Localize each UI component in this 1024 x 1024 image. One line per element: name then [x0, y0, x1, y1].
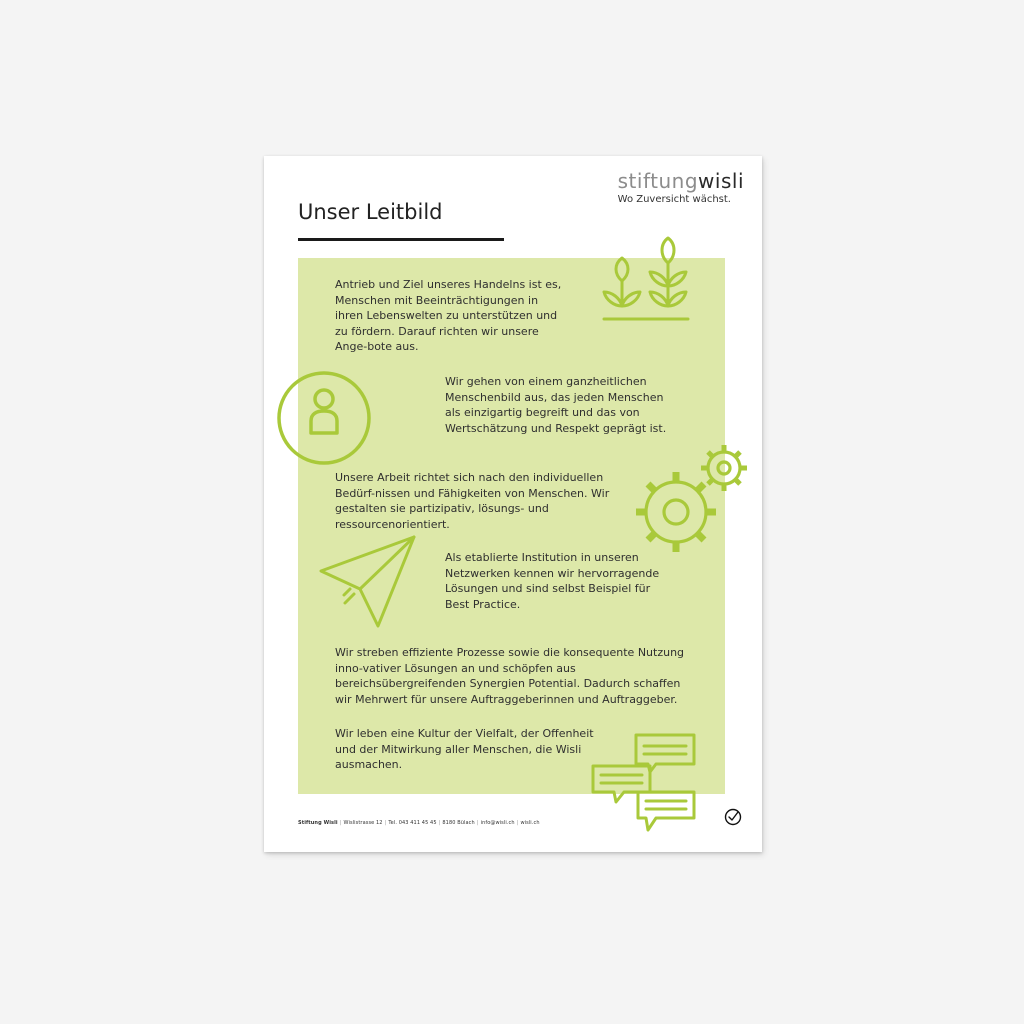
paragraph-3: Unsere Arbeit richtet sich nach den individuellen Bedürf-nissen und Fähigkeiten von Menschen. Wir gestalten sie partizipativ, lösungs- und ressourcenorientiert. — [335, 471, 610, 531]
plants-icon — [602, 236, 690, 322]
paragraph-4: Als etablierte Institution in unseren Netzwerken kennen wir hervorragende Lösungen und sind selbst Beispiel für Best Practice. — [445, 551, 660, 611]
paragraph-6: Wir leben eine Kultur der Vielfalt, der Offenheit und der Mitwirkung aller Menschen, die Wisli ausmachen. — [335, 727, 594, 771]
paper-plane-icon — [318, 534, 418, 630]
document-page — [264, 156, 762, 852]
title-underline — [298, 238, 504, 241]
brand-name-light: stiftung — [617, 169, 699, 193]
footer-phone: Tel. 043 411 45 45 — [388, 820, 437, 826]
certification-badge-icon — [724, 808, 742, 830]
paragraph-2: Wir gehen von einem ganzheitlichen Menschenbild aus, das jeden Menschen als einzigartig begreift und das von Wertschätzung und Respekt geprägt ist. — [445, 375, 667, 435]
footer-email[interactable]: info@wisli.ch — [480, 820, 515, 826]
footer-city: 8180 Bülach — [442, 820, 475, 826]
person-icon — [276, 370, 372, 466]
page-title: Unser Leitbild — [298, 200, 443, 224]
footer-org: Stiftung Wisli — [298, 820, 338, 826]
brand-name-bold: wisli — [698, 169, 744, 193]
gears-icon — [634, 438, 752, 558]
paragraph-1: Antrieb und Ziel unseres Handelns ist es, Menschen mit Beeinträchtigungen in ihren Lebenswelten zu unterstützen und zu fördern. Darauf richten wir unsere Ange-bote aus. — [335, 278, 562, 353]
chat-bubbles-icon — [590, 732, 700, 834]
footer: Stiftung Wisli | Wislistrasse 12 | Tel. 043 411 45 45 | 8180 Bülach | info@wisli.ch | wisli.ch — [298, 820, 540, 826]
footer-address: Wislistrasse 12 — [343, 820, 383, 826]
brand-logo — [618, 170, 744, 205]
footer-web[interactable]: wisli.ch — [520, 820, 540, 826]
paragraph-5: Wir streben effiziente Prozesse sowie die konsequente Nutzung inno-vativer Lösungen an und schöpfen aus bereichsübergreifenden Synergien Potential. Dadurch schaffen wir Mehrwert für unsere Auftraggeberinnen und Auftraggeber. — [335, 646, 685, 706]
brand-tagline: Wo Zuversicht wächst. — [617, 194, 731, 205]
brand-name — [618, 170, 744, 192]
